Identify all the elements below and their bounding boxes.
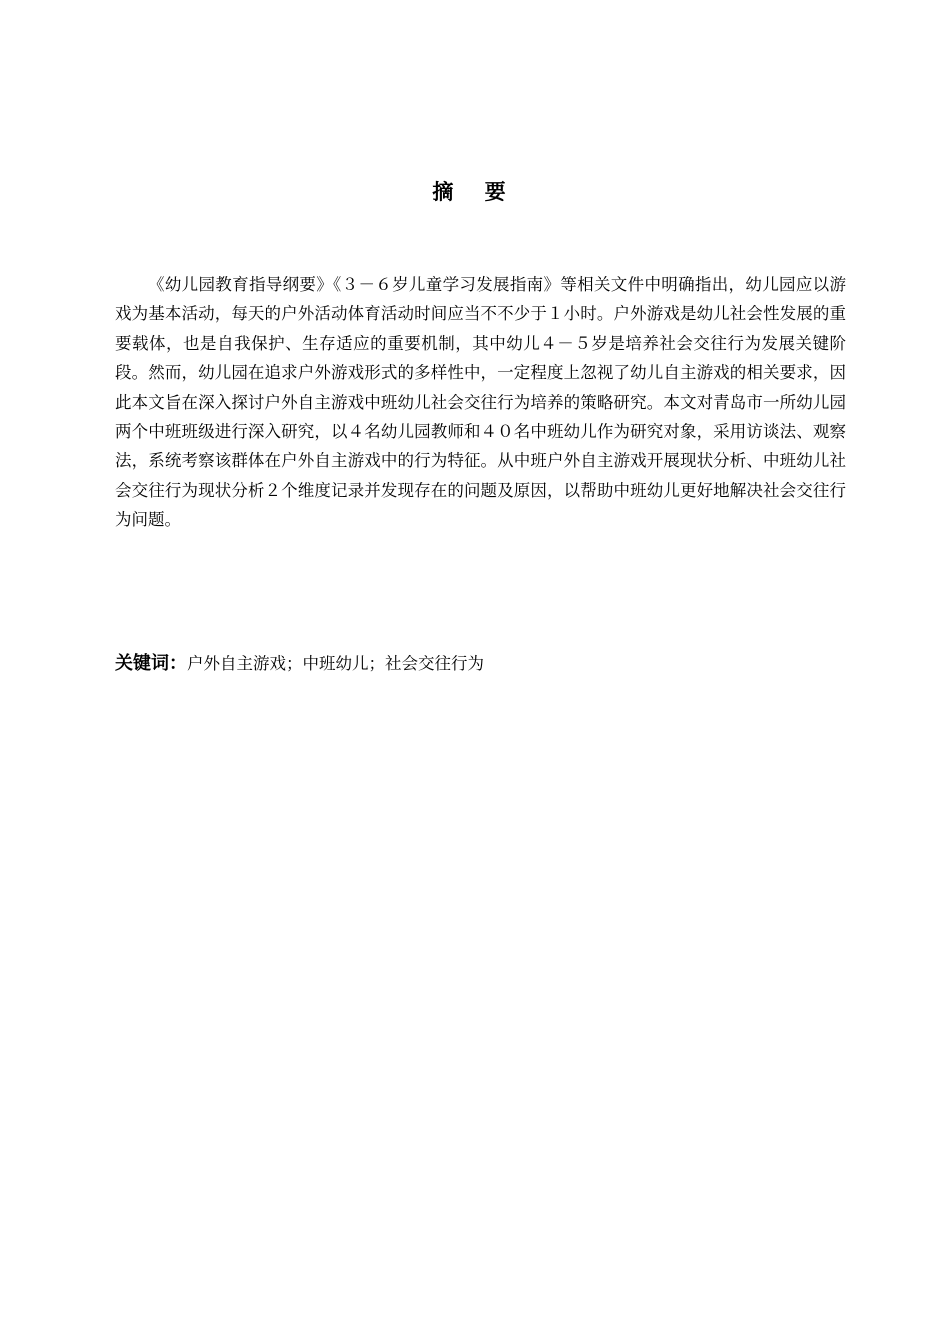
abstract-heading: 摘 要 [432, 180, 518, 204]
abstract-paragraph: 《幼儿园教育指导纲要》《３－６岁儿童学习发展指南》等相关文件中明确指出，幼儿园应以游戏为基本活动，每天的户外活动体育活动时间应当不不少于１小时。户外游戏是幼儿社会性发展的重要载体，也是自我保护、生存适应的重要机制，其中幼儿４－５岁是培养社会交往行为发展关键阶段。然而，幼儿园在追求户外游戏形式的多样性中，一定程度上忽视了幼儿自主游戏的相关要求，因此本文旨在深入探讨户外自主游戏中班幼儿社会交往行为培养的策略研究。本文对青岛市一所幼儿园两个中班班级进行深入研究，以４名幼儿园教师和４０名中班幼儿作为研究对象，采用访谈法、观察法，系统考察该群体在户外自主游戏中的行为特征。从中班户外自主游戏开展现状分析、中班幼儿社会交往行为现状分析２个维度记录并发现存在的问题及原因，以帮助中班幼儿更好地解决社会交往行为问题。 [115, 275, 846, 530]
keywords-label: 关键词： [115, 653, 187, 674]
keywords-value: 户外自主游戏；中班幼儿；社会交往行为 [187, 654, 484, 673]
keywords-line [115, 650, 846, 679]
